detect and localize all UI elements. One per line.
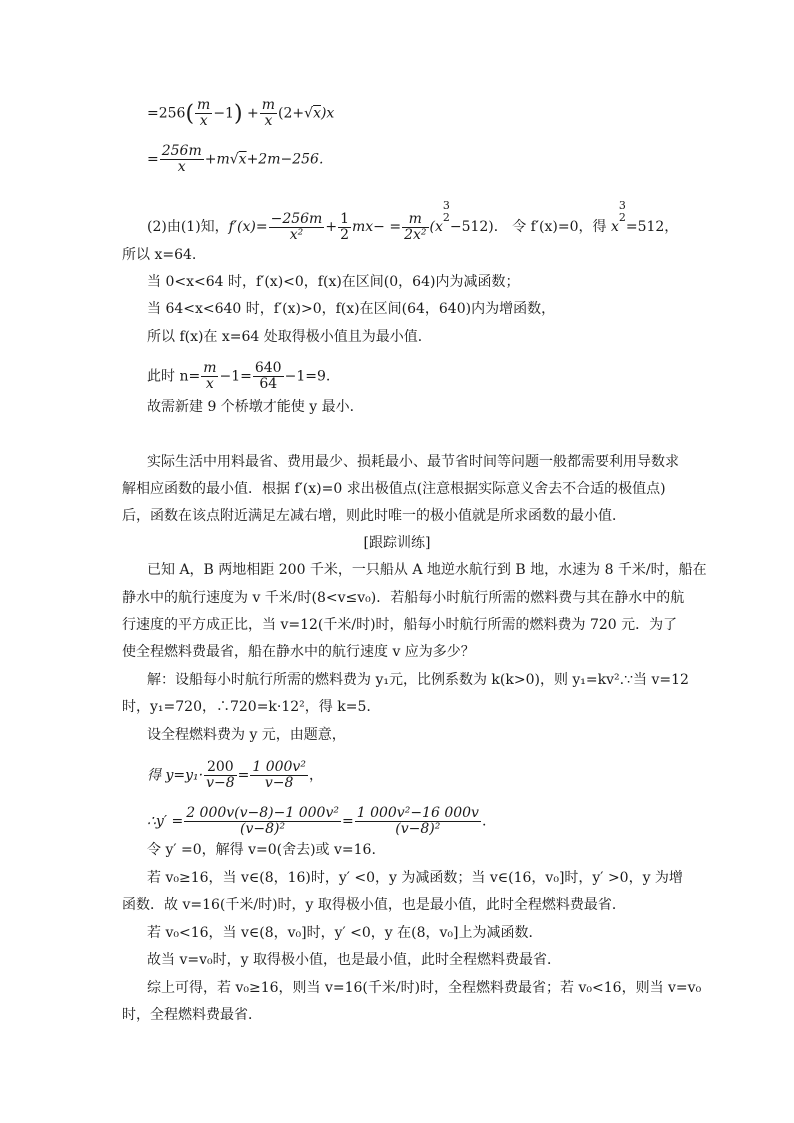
numerator: 640	[254, 360, 282, 376]
numerator: m	[261, 97, 276, 113]
eq-part: +	[247, 105, 259, 122]
denominator: 2x²	[404, 226, 427, 243]
eq-part: =256	[147, 105, 186, 122]
text: 得 y=y₁·	[147, 767, 204, 784]
eq-part: x	[610, 219, 619, 235]
answer-line: 时，y₁=720，∴720=k·12²，得 k=5.	[122, 699, 371, 715]
fraction-200	[204, 760, 237, 791]
section-heading: [跟踪训练]	[363, 535, 431, 551]
denominator: 64	[259, 376, 278, 392]
problem-line: 行速度的平方成正比，当 v=12(千米/时)时，船每小时航行所需的燃料费为 720 元．为了	[122, 617, 678, 633]
fraction-1000v2	[250, 760, 308, 791]
numerator: −256m	[270, 210, 323, 227]
text: ． 令 f′(x)=0，得	[493, 219, 611, 235]
fraction-derivative-1	[184, 806, 341, 837]
summary-line: 后，函数在该点附近满足左减右增，则此时唯一的极小值就是所求函数的最小值．	[122, 508, 626, 524]
text-line: 当 64<x<640 时，f′(x)>0，f(x)在区间(64，640)内为增函数，	[147, 301, 556, 317]
denominator: (v−8)²	[395, 821, 441, 837]
answer-line: 故当 v=v₀时，y 取得极小值，也是最小值，此时全程燃料费最省．	[147, 952, 561, 968]
fprime: f′(x)=	[228, 219, 268, 235]
denominator: x	[199, 113, 208, 129]
text-line: 所以 f(x)在 x=64 处取得极小值且为最小值．	[147, 329, 432, 345]
eq-line-a4: 得 y=y₁· $\frac{200}{v-8}$ = $\frac{\text{1 000v²}}{v-8}$ ，	[147, 759, 323, 791]
answer-line: 令 y′ =0，解得 v=0(舍去)或 v=16.	[147, 842, 376, 858]
text: 此时 n=	[147, 368, 201, 385]
numerator: 1 000v²	[252, 759, 306, 775]
eq-part: =	[341, 813, 354, 830]
fraction-640-over-64	[253, 361, 284, 392]
answer-line: 函数．故 v=16(千米/时)时，y 取得极小值，也是最小值，此时全程燃料费最省．	[122, 897, 626, 913]
denominator: (v−8)²	[240, 821, 286, 837]
eq-part: −	[373, 219, 385, 235]
eq-part: −512)	[449, 219, 494, 235]
numerator: 1	[340, 210, 349, 227]
exp-den: 2	[442, 211, 450, 224]
denominator: x	[264, 113, 273, 129]
text-line: 当 0<x<64 时，f′(x)<0，f(x)在区间(0，64)内为减函数；	[147, 274, 520, 290]
fraction-m-over-x	[195, 98, 212, 129]
answer-line: 时，全程燃料费最省．	[122, 1007, 262, 1023]
text: −1=	[219, 368, 252, 385]
eq-line-a5: ∴y′ = $\frac{\text{2 000v(v−8)−1 000v²}}{\text{(v−8)²}}$ = $\frac{\text{1 000v²−16 000v}}{\text{(v−8)²}}$ .	[147, 805, 487, 837]
denominator: x	[205, 376, 214, 392]
eq-part: (x	[429, 219, 443, 235]
text-line: 故需新建 9 个桥墩才能使 y 最小．	[147, 399, 364, 415]
eq-part: =	[147, 151, 159, 168]
paren-close: )	[233, 101, 243, 127]
fraction-m-over-2x2	[402, 212, 428, 243]
eq-part: =	[389, 219, 402, 235]
answer-line: 解：设船每小时航行所需的燃料费为 y₁元，比例系数为 k(k>0)，则 y₁=kv².∵当 v=12	[147, 672, 689, 688]
problem-line: 使全程燃料费最省，船在静水中的航行速度 v 应为多少？	[122, 644, 475, 660]
numerator: 1 000v²−16 000v	[356, 805, 479, 821]
text: (2)由(1)知，	[147, 219, 229, 235]
eq-part: +	[325, 219, 338, 235]
exp-num: 3	[618, 199, 626, 212]
text: ∴y′ =	[147, 813, 184, 830]
numerator: 256m	[161, 143, 202, 159]
fraction	[269, 212, 325, 243]
fraction-m-over-x	[260, 98, 277, 129]
eq-line-2: = $\frac{256m}{x}$ +m√x+2m−256.	[147, 143, 324, 175]
exponent-3-2	[443, 200, 450, 224]
eq-part: =	[237, 767, 250, 784]
answer-line: 若 v₀≥16，当 v∈(8，16)时，y′ <0，y 为减函数；当 v∈(16，v₀]时，y′ >0，y 为增	[147, 870, 683, 886]
problem-line: 静水中的航行速度为 v 千米/时(8<v≤v₀)．若船每小时航行所需的燃料费与其在静水中的航	[122, 590, 685, 606]
fraction-derivative-2	[355, 806, 481, 837]
answer-line: 设全程燃料费为 y 元，由题意，	[147, 727, 346, 743]
fraction-256m-over-x	[160, 144, 204, 175]
summary-line: 解相应函数的最小值．根据 f′(x)=0 求出极值点(注意根据实际意义舍去不合适的极值点)	[122, 481, 666, 497]
exp-num: 3	[442, 199, 450, 212]
eq-line-3	[147, 200, 678, 243]
paren-open: (	[185, 101, 195, 127]
numerator: m	[197, 97, 211, 113]
numerator: 2 000v(v−8)−1 000v²	[186, 805, 339, 821]
denominator: v−8	[206, 775, 235, 791]
denominator: 2	[340, 226, 349, 243]
exp-den: 2	[618, 211, 626, 224]
eq-line-1: =256( $\frac{m}{x}$ −1) + $\frac{m}{x}$ (2+√x)x	[147, 97, 335, 129]
exponent-3-2	[619, 200, 626, 224]
eq-part: (2+	[278, 105, 305, 122]
denominator: x	[177, 159, 186, 175]
numerator: m	[203, 360, 217, 376]
denominator: x²	[289, 226, 304, 243]
eq-part: −1	[213, 105, 234, 122]
text: =512，	[625, 219, 679, 235]
eq-line-8	[147, 361, 330, 392]
text-line: 所以 x=64.	[122, 247, 197, 263]
fraction-m-over-x	[201, 361, 218, 392]
eq-part: mx	[351, 219, 374, 235]
denominator: v−8	[264, 775, 294, 791]
problem-line: 已知 A，B 两地相距 200 千米，一只船从 A 地逆水航行到 B 地，水速为 8 千米/时，船在	[147, 562, 707, 578]
answer-line: 若 v₀<16，当 v∈(8，v₀]时，y′ <0，y 在(8，v₀]上为减函数．	[147, 925, 543, 941]
numerator: m	[402, 212, 428, 228]
fraction-half	[338, 212, 351, 243]
eq-part: )x	[320, 105, 335, 122]
answer-line: 综上可得，若 v₀≥16，则当 v=16(千米/时)时，全程燃料费最省；若 v₀<16，则当 v=v₀	[147, 980, 702, 996]
text: −1=9.	[284, 368, 331, 385]
sqrt-x: x	[313, 105, 321, 122]
numerator: 200	[204, 760, 237, 776]
summary-line: 实际生活中用料最省、费用最少、损耗最小、最节省时间等问题一般都需要利用导数求	[147, 454, 679, 470]
